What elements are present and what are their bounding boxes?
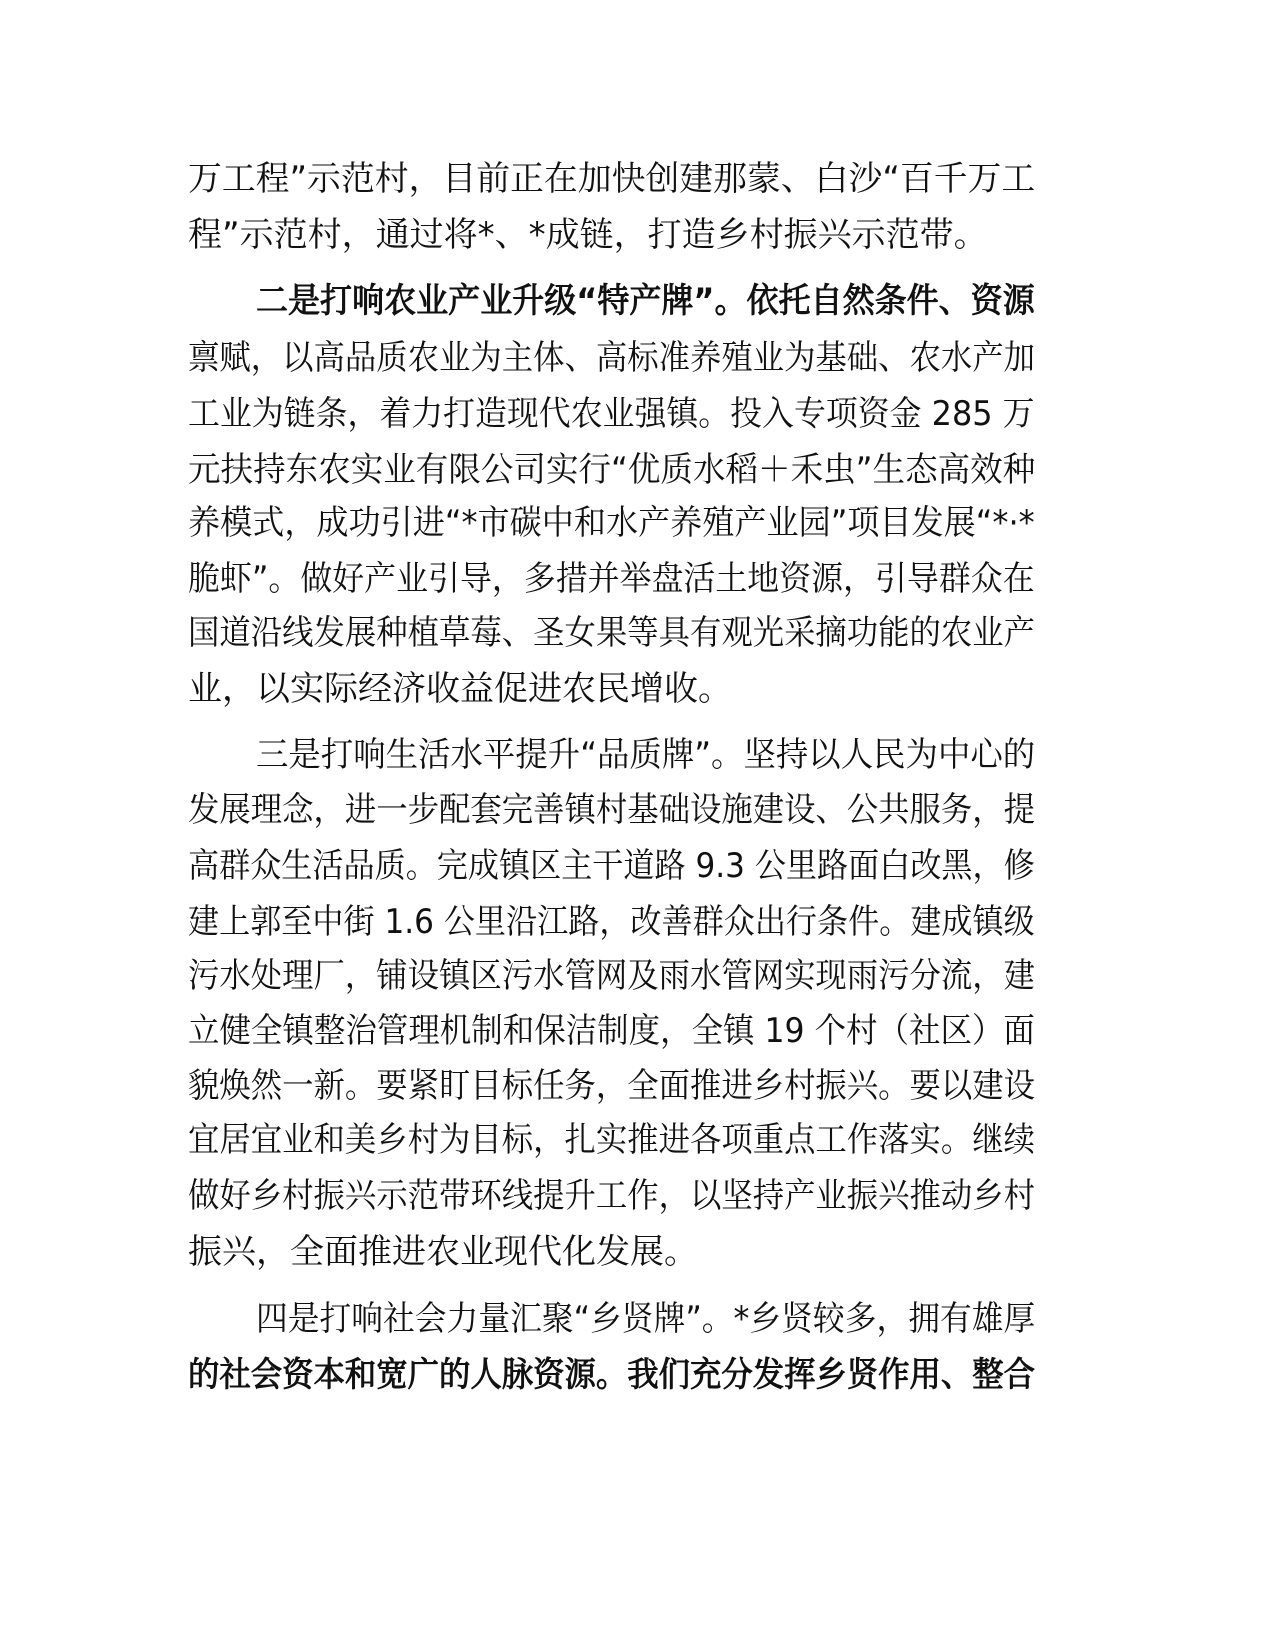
line-text: 的社会资本和宽广的人脉资源。我们充分发挥乡贤作用、整合 <box>188 1355 1036 1395</box>
text-line <box>0 329 1275 387</box>
line-text: 万工程”示范村，目前正在加快创建那蒙、白沙“百千万工 <box>188 159 1036 199</box>
text-line <box>0 604 1275 662</box>
text-line <box>0 947 1275 1005</box>
text-line <box>0 893 1275 951</box>
text-line <box>0 550 1275 608</box>
text-line <box>0 206 1275 264</box>
text-line <box>0 660 1275 718</box>
line-text: 工业为链条，着力打造现代农业强镇。投入专项资金 285 万 <box>188 394 1035 434</box>
text-line <box>0 1111 1275 1169</box>
line-text: 三是打响生活水平提升“品质牌”。坚持以人民为中心的 <box>256 735 1036 775</box>
text-line <box>0 837 1275 895</box>
line-text: 脆虾”。做好产业引导，多措并举盘活土地资源，引导群众在 <box>188 559 1035 599</box>
text-line <box>0 385 1275 443</box>
text-line <box>0 781 1275 839</box>
line-text: 振兴，全面推进农业现代化发展。 <box>188 1232 698 1272</box>
text-line <box>0 150 1275 208</box>
paragraph-heading-line <box>0 1290 1275 1348</box>
line-text: 国道沿线发展种植草莓、圣女果等具有观光采摘功能的农业产 <box>188 613 1036 653</box>
line-text: 立健全镇整治管理机制和保洁制度，全镇 19 个村（社区）面 <box>188 1011 1035 1051</box>
line-text: 业，以实际经济收益促进农民增收。 <box>188 669 732 709</box>
line-text: 做好乡村振兴示范带环线提升工作，以坚持产业振兴推动乡村 <box>188 1176 1036 1216</box>
line-text: 二是打响农业产业升级“特产牌”。依托自然条件、资源 <box>256 281 1035 321</box>
text-line <box>0 1002 1275 1060</box>
line-text: 高群众生活品质。完成镇区主干道路 9.3 公里路面白改黑，修 <box>188 846 1035 886</box>
paragraph-heading-line <box>0 272 1275 330</box>
text-line <box>0 441 1275 499</box>
line-text: 貌焕然一新。要紧盯目标任务，全面推进乡村振兴。要以建设 <box>188 1066 1036 1106</box>
paragraph-heading-line <box>0 726 1275 784</box>
text-line <box>0 1167 1275 1225</box>
line-text: 程”示范村，通过将*、*成链，打造乡村振兴示范带。 <box>188 215 988 255</box>
line-text: 元扶持东农实业有限公司实行“优质水稻＋禾虫”生态高效种 <box>188 450 1036 490</box>
text-line <box>0 1057 1275 1115</box>
line-text: 发展理念，进一步配套完善镇村基础设施建设、公共服务，提 <box>188 790 1036 830</box>
text-line <box>0 494 1275 552</box>
line-text: 建上郭至中街 1.6 公里沿江路，改善群众出行条件。建成镇级 <box>188 902 1035 942</box>
line-text: 宜居宜业和美乡村为目标，扎实推进各项重点工作落实。继续 <box>188 1120 1036 1160</box>
text-line <box>0 1223 1275 1281</box>
line-text: 养模式，成功引进“*市碳中和水产养殖产业园”项目发展“*·* <box>188 503 1035 543</box>
line-text: 四是打响社会力量汇聚“乡贤牌”。*乡贤较多，拥有雄厚 <box>256 1299 1036 1339</box>
line-text: 污水处理厂，铺设镇区污水管网及雨水管网实现雨污分流，建 <box>188 956 1036 996</box>
text-line <box>0 1346 1275 1404</box>
line-text: 禀赋，以高品质农业为主体、高标准养殖业为基础、农水产加 <box>188 338 1036 378</box>
